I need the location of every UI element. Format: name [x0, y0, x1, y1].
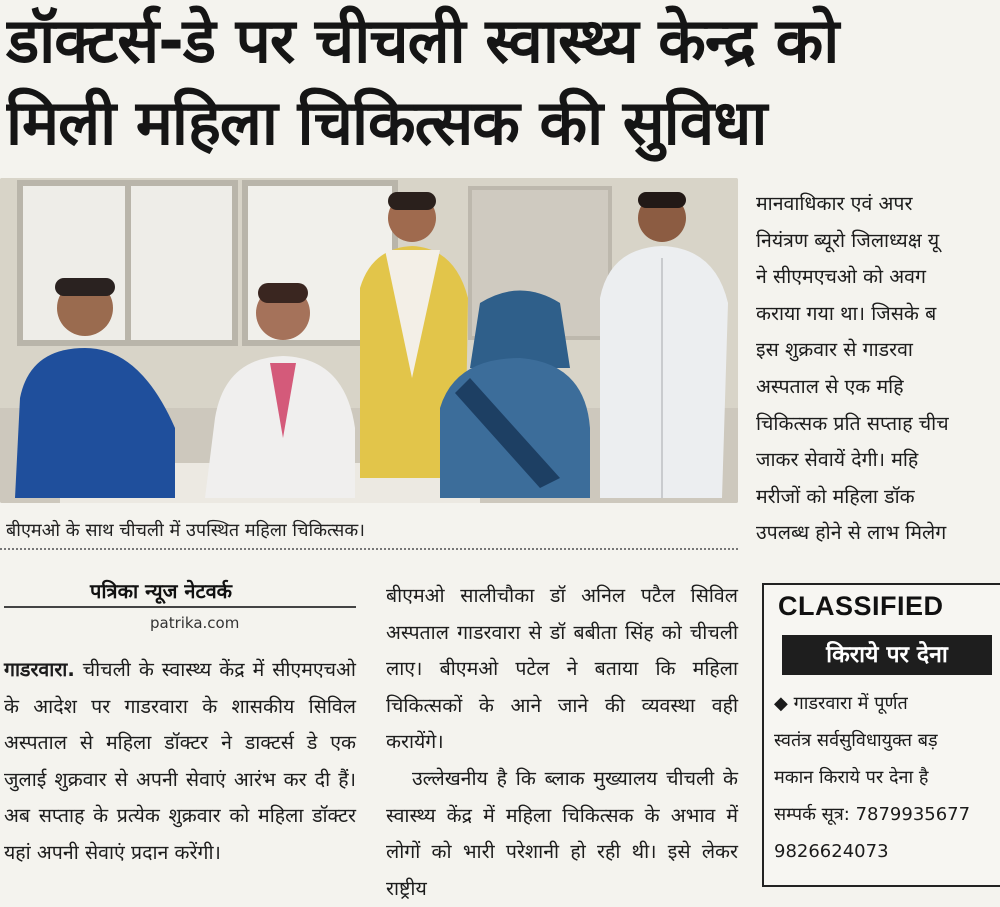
ad-line: मकान किराये पर देना है: [774, 767, 929, 788]
ad-line: स्वतंत्र सर्वसुविधायुक्त बड़: [774, 730, 938, 751]
col3-line: अस्पताल से एक महि: [756, 374, 904, 398]
headline-line-2: मिली महिला चिकित्सक की सुविधा: [6, 86, 767, 159]
article-column-2: [386, 578, 738, 907]
col3-line: मानवाधिकार एवं अपर: [756, 192, 913, 215]
headline: [6, 0, 1000, 164]
col3-line: इस शुक्रवार से गाडरवा: [756, 338, 913, 362]
photo-caption: बीएमओ के साथ चीचली में उपस्थित महिला चिकित्सक।: [6, 520, 365, 541]
article-column-3: [756, 186, 1000, 552]
byline-agency: पत्रिका न्यूज नेटवर्क: [90, 579, 233, 603]
col3-line: मरीजों को महिला डॉक: [756, 484, 915, 508]
article-col1-text: चीचली के स्वास्थ्य केंद्र में सीएमएचओ के आदेश पर गाडरवारा के शासकीय सिविल अस्पताल से महिला डॉक्टर ने डाक्टर्स डे एक जुलाई शुक्रवार से अपनी सेवाएं आरंभ कर दी हैं। अब सप्ताह के प्रत्येक शुक्रवार को महिला डॉक्टर यहां अपनी सेवाएं प्रदान करेंगी।: [4, 658, 356, 864]
headline-line-1: डॉक्टर्स-डे पर चीचली स्वास्थ्य केन्द्र को: [6, 4, 839, 77]
caption-divider: [0, 548, 738, 550]
classified-ad: [774, 685, 1000, 870]
ad-phone-line: 9826624073: [774, 841, 889, 862]
classified-title: CLASSIFIED: [778, 591, 944, 621]
article-col2-paragraph-1: बीएमओ सालीचौका डॉ अनिल पटैल सिविल अस्पताल गाडरवारा से डॉ बबीता सिंह को चीचली लाए। बीएमओ पटेल ने बताया कि महिला चिकित्सकों के आने जाने की व्यवस्था वही करायेंगे।: [386, 584, 738, 754]
ad-line: ◆ गाडरवारा में पूर्णत: [774, 693, 908, 714]
ad-contact-line: सम्पर्क सूत्र: 7879935677: [774, 804, 971, 825]
byline-rule: [4, 606, 356, 608]
article-column-1: [4, 652, 356, 872]
col3-line: उपलब्ध होने से लाभ मिलेग: [756, 521, 947, 545]
col3-line: ने सीएमएचओ को अवग: [756, 265, 926, 289]
classified-category-banner: किराये पर देना: [782, 635, 992, 675]
col3-line: नियंत्रण ब्यूरो जिलाध्यक्ष यू: [756, 228, 940, 252]
news-photo: [0, 178, 738, 503]
news-photo-illustration: [0, 178, 738, 503]
col3-line: जाकर सेवायें देगी। महि: [756, 448, 919, 472]
classified-box: [762, 583, 1000, 887]
article-dateline: गाडरवारा.: [4, 658, 75, 681]
col3-line: कराया गया था। जिसके ब: [756, 301, 937, 325]
article-col2-paragraph-2: उल्लेखनीय है कि ब्लाक मुख्यालय चीचली के स्वास्थ्य केंद्र में महिला चिकित्सक के अभाव में लोगों को भारी परेशानी हो रही थी। इसे लेकर राष्ट्रीय: [386, 766, 738, 900]
byline-website: patrika.com: [150, 614, 240, 632]
col3-line: चिकित्सक प्रति सप्ताह चीच: [756, 411, 949, 435]
